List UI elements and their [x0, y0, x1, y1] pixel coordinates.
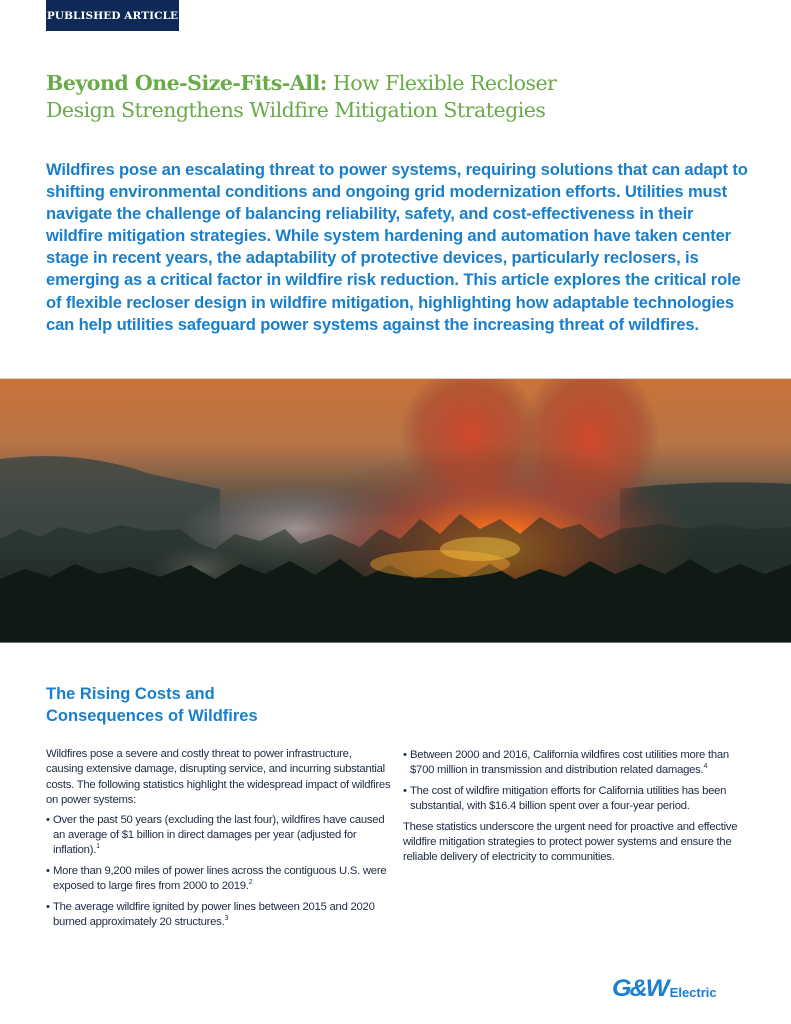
bullet-item — [46, 813, 391, 859]
hero-image — [0, 378, 791, 643]
footnote-ref[interactable]: 2 — [248, 879, 253, 887]
footnote-ref[interactable]: 3 — [224, 915, 229, 923]
badge-label: PUBLISHED ARTICLE — [46, 9, 179, 22]
section-intro: Wildfires pose a severe and costly threat to power infrastructure, causing extensive damage, disrupting service, and incurring substantial costs. The following statistics highlight the widespread impact of wildfires on power systems: — [46, 748, 391, 807]
closing-paragraph: These statistics underscore the urgent need for proactive and effective wildfire mitigation strategies to protect power systems and ensure the reliable delivery of electricity to communities. — [403, 820, 738, 864]
bullet-text: Over the past 50 years (excluding the last four), wildfires have caused an average of $1 billion in direct damages per year (adjusted for inflation). — [53, 813, 385, 857]
bullet-text: More than 9,200 miles of power lines across the contiguous U.S. were exposed to large fires from 2000 to 2019. — [53, 864, 387, 893]
logo-mark: G&W — [612, 975, 668, 1002]
forest-wildfire-photo-icon — [0, 379, 791, 642]
right-bullet-list — [403, 748, 748, 815]
logo-wordmark: Electric — [669, 985, 717, 1000]
section-heading-line1: The Rising Costs and — [46, 685, 215, 703]
bullet-icon: • — [46, 813, 50, 826]
title-bold-part: Beyond One-Size-Fits-All: — [46, 71, 327, 95]
bullet-item — [46, 900, 391, 931]
section-heading — [46, 684, 386, 727]
bullet-item — [403, 748, 748, 779]
bullet-item — [46, 864, 391, 895]
lead-paragraph: Wildfires pose an escalating threat to power systems, requiring solutions that can adapt to shifting environmental conditions and ongoing grid modernization efforts. Utilities must navigate the challenge of balancing reliability, safety, and cost-effectiveness in their wildfire mitigation strategies. While system hardening and automation have taken center stage in recent years, the adaptability of protective devices, particularly reclosers, is emerging as a critical factor in wildfire risk reduction. This article explores the critical role of flexible recloser design in wildfire mitigation, highlighting how adaptable technologies can help utilities safeguard power systems against the increasing threat of wildfires. — [46, 160, 748, 334]
bullet-text: Between 2000 and 2016, California wildfires cost utilities more than $700 million in transmission and distribution related damages. — [410, 749, 729, 777]
bullet-icon: • — [403, 784, 407, 797]
article-title — [46, 70, 746, 124]
left-bullet-list — [46, 813, 391, 931]
bullet-icon: • — [46, 864, 50, 877]
bullet-text: The average wildfire ignited by power lines between 2015 and 2020 burned approximately 20 structures. — [53, 900, 375, 929]
bullet-icon: • — [46, 900, 50, 913]
right-column — [403, 748, 748, 866]
bullet-text: The cost of wildfire mitigation efforts for California utilities has been substantial, with $16.4 billion spent over a four-year period. — [410, 784, 727, 813]
company-logo — [612, 975, 717, 1001]
bullet-icon: • — [403, 749, 407, 761]
bullet-item — [403, 784, 748, 815]
title-line1-rest: How Flexible Recloser — [326, 71, 557, 95]
left-column — [46, 747, 391, 930]
published-article-badge — [46, 0, 179, 31]
footnote-ref[interactable]: 1 — [96, 843, 100, 851]
section-heading-line2: Consequences of Wildfires — [46, 706, 258, 725]
footnote-ref[interactable]: 4 — [703, 763, 708, 771]
title-line2: Design Strengthens Wildfire Mitigation Strategies — [46, 98, 546, 122]
